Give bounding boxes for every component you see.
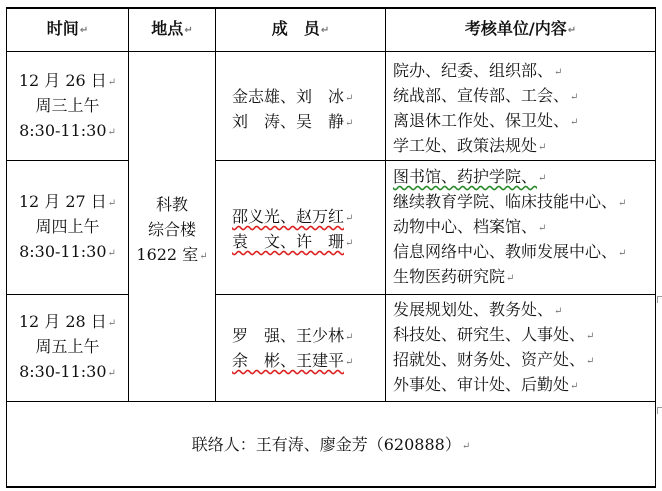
header-row-divider — [6, 51, 656, 52]
contact-row-divider — [6, 401, 656, 402]
row1-divider-right — [215, 160, 656, 161]
row3-weekday: 周五上午 — [35, 337, 100, 356]
col-divider-2 — [215, 7, 216, 402]
row1-time: 8:30-11:30 ↵ — [7, 118, 128, 145]
table-end-marker — [657, 296, 662, 303]
row1-units-line-2: 统战部、宣传部、工会、 ↵ — [393, 83, 578, 110]
row3-units-line-2: 科技处、研究生、人事处、 ↵ — [393, 322, 594, 349]
row3-members-line-2: 余 彬、王建平 ↵ — [232, 348, 353, 375]
header-members: 成 员 ↵ — [216, 16, 385, 43]
row2-divider — [6, 294, 128, 295]
row3-units-line-4: 外事处、审计处、后勤处 ↵ — [393, 372, 578, 399]
contact-info: 联络人：王有涛、廖金芳（620888） ↵ — [7, 432, 655, 459]
header-time: 时间 ↵ — [7, 16, 128, 43]
row2-date: 12 月 27 日 ↵ — [7, 189, 128, 216]
row2-units-line-1: 图书馆、药护学院、 ↵ — [393, 164, 546, 191]
header-place: 地点 ↵ — [129, 16, 215, 43]
row1-members-line-2: 刘 涛、吴 静 ↵ — [232, 109, 353, 136]
row2-time: 8:30-11:30 ↵ — [7, 239, 128, 266]
row3-units-line-3: 招就处、财务处、资产处、 ↵ — [393, 347, 594, 374]
row3-members-line-1: 罗 强、王少林 ↵ — [232, 323, 353, 350]
row1-weekday: 周三上午 — [35, 96, 100, 115]
row1-units-line-3: 离退休工作处、保卫处、 ↵ — [393, 108, 578, 135]
table-border-right — [655, 7, 656, 488]
row2-members-line-1: 邵义光、赵万红 ↵ — [232, 204, 353, 231]
row3-time: 8:30-11:30 ↵ — [7, 359, 128, 386]
place-line-1: 科教 — [155, 195, 188, 214]
table-border-bottom — [6, 486, 656, 488]
row2-units-line-2: 继续教育学院、临床技能中心、 ↵ — [393, 189, 626, 216]
table-end-marker — [657, 407, 662, 414]
row1-date: 12 月 26 日 ↵ — [7, 68, 128, 95]
row1-units-line-1: 院办、纪委、组织部、 ↵ — [393, 58, 562, 85]
row2-units-line-5: 生物医药研究院 ↵ — [393, 264, 514, 291]
row2-units-line-4: 信息网络中心、教师发展中心、 ↵ — [393, 239, 626, 266]
row1-divider — [6, 160, 128, 161]
row1-members-line-1: 金志雄、刘 冰 ↵ — [232, 84, 353, 111]
row3-date: 12 月 28 日 ↵ — [7, 309, 128, 336]
row1-units-line-4: 学工处、政策法规处 ↵ — [393, 133, 546, 160]
place-line-3: 1622 室 ↵ — [129, 242, 215, 269]
header-units: 考核单位/内容 ↵ — [386, 16, 655, 43]
row2-units-line-3: 动物中心、档案馆、 ↵ — [393, 214, 546, 241]
col-divider-3 — [385, 7, 386, 402]
row2-members-line-2: 袁 文、许 珊 ↵ — [232, 229, 353, 256]
place-line-2: 综合楼 — [147, 220, 196, 239]
row2-weekday: 周四上午 — [35, 217, 100, 236]
table-border-top — [6, 7, 656, 9]
row2-divider-right — [215, 294, 656, 295]
row3-units-line-1: 发展规划处、教务处、 ↵ — [393, 297, 562, 324]
